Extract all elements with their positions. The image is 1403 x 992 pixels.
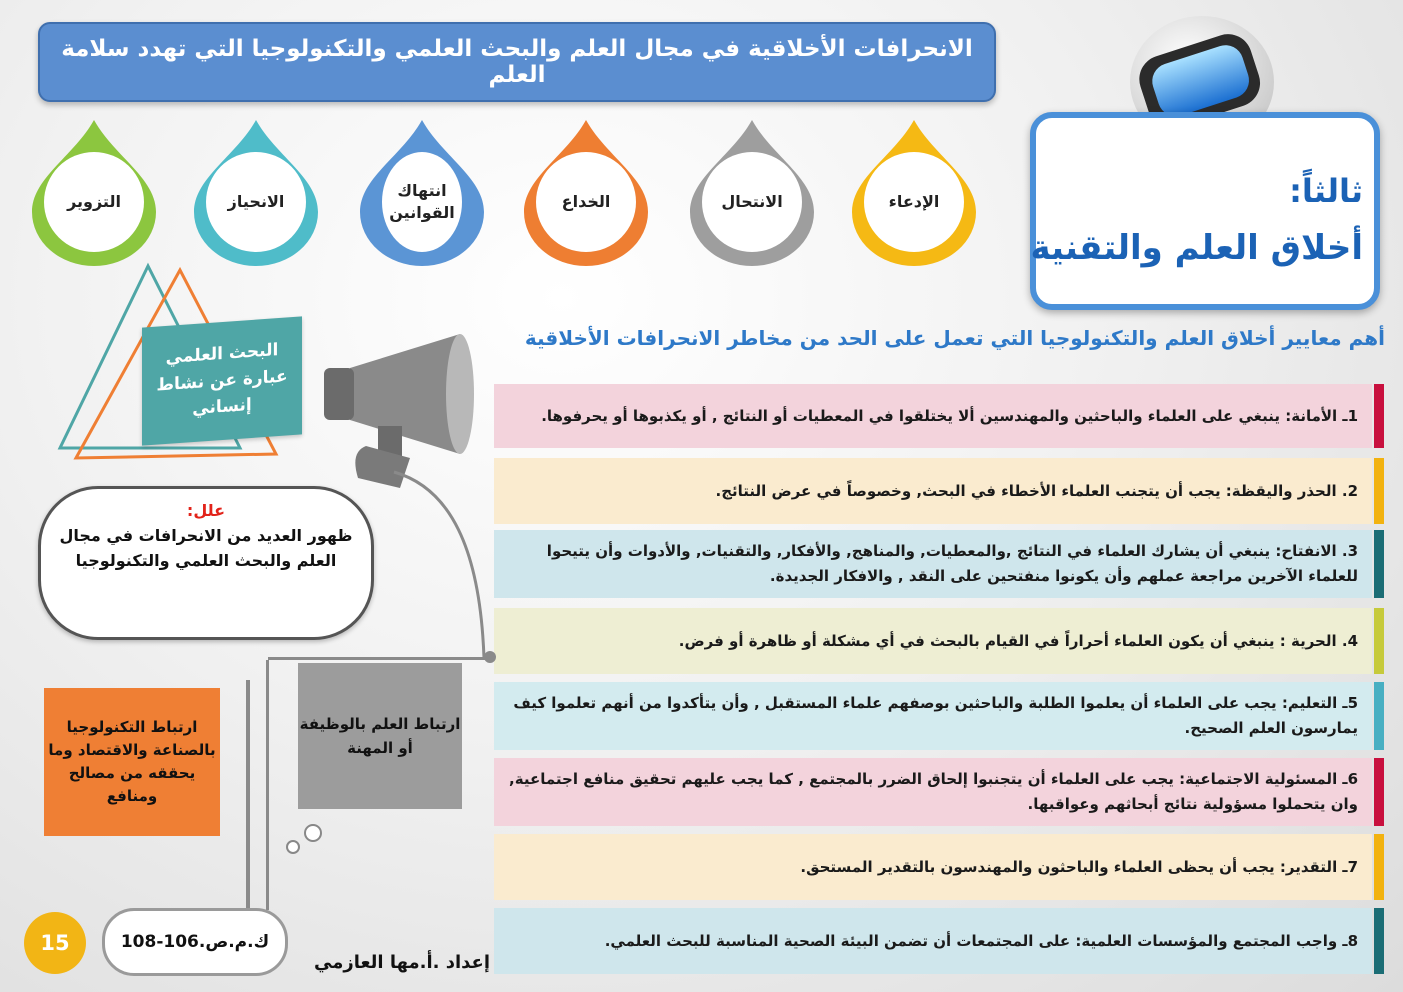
item-text: 7ـ التقدير: يجب أن يحظى العلماء والباحثون والمهندسون بالتقدير المستحق. xyxy=(800,857,1358,876)
reason-text: ظهور العديد من الانحرافات في مجال العلم والبحث العلمي والتكنولوجيا xyxy=(59,526,353,570)
drop-plagiarism xyxy=(686,116,818,266)
drop-label: الانحياز xyxy=(206,152,306,252)
drop-label: الخداع xyxy=(536,152,636,252)
item-accent-bar xyxy=(1374,682,1384,750)
item-accent-bar xyxy=(1374,384,1384,448)
drop-deception xyxy=(520,116,652,266)
reason-title: علل: xyxy=(186,501,226,520)
heading-box xyxy=(1030,112,1380,310)
title-banner xyxy=(38,22,996,102)
item-accent-bar xyxy=(1374,834,1384,900)
industry-flag-text: ارتباط التكنولوجيا بالصناعة والاقتصاد وما يحققه من مصالح ومنافع xyxy=(48,717,216,806)
research-box xyxy=(142,316,302,445)
item-text: 8ـ واجب المجتمع والمؤسسات العلمية: على المجتمعات أن تضمن البيئة الصحية المناسبة للبحث العلمي. xyxy=(604,931,1358,950)
flag-pole-top xyxy=(268,657,490,660)
drop-law-violation xyxy=(356,116,488,266)
list-item xyxy=(494,834,1372,900)
drop-label: الانتحال xyxy=(702,152,802,252)
bubble-dot xyxy=(286,840,300,854)
list-item xyxy=(494,758,1372,826)
list-item xyxy=(494,458,1372,524)
profession-flag-text: ارتباط العلم بالوظيفة أو المهنة xyxy=(299,715,461,757)
subtitle: أهم معايير أخلاق العلم والتكنولوجيا التي تعمل على الحد من مخاطر الانحرافات الأخلاقية xyxy=(524,326,1385,350)
heading-line-2: أخلاق العلم والتقنية xyxy=(1030,228,1363,268)
item-text: 6ـ المسئولية الاجتماعية: يجب على العلماء أن يتجنبوا إلحاق الضرر بالمجتمع , كما يجب عليهم تحقيق منافع اجتماعية, وان يتحملوا مسؤولية نتائج أبحاثهم وعواقبها. xyxy=(509,770,1358,813)
item-text: 1ـ الأمانة: ينبغي على العلماء والباحثين والمهندسين ألا يختلقوا في المعطيات أو النتائج , أو يكذبوها أو يحرفوها. xyxy=(541,406,1358,425)
pole-knob xyxy=(484,651,496,663)
item-text: 5ـ التعليم: يجب على العلماء أن يعلموا الطلبة والباحثين بوصفهم علماء المستقبل , وأن يتأكدوا من أنهم تعلموا كيف يمارسون العلم الصحيح. xyxy=(513,694,1358,737)
item-text: 2. الحذر واليقظة: يجب أن يتجنب العلماء الأخطاء في البحث, وخصوصاً في عرض النتائج. xyxy=(715,481,1358,500)
arrow-connector xyxy=(390,468,490,668)
banner-title: الانحرافات الأخلاقية في مجال العلم والبحث العلمي والتكنولوجيا التي تهدد سلامة العلم xyxy=(61,36,973,88)
page-number xyxy=(24,912,86,974)
drop-claim xyxy=(848,116,980,266)
drop-bias xyxy=(190,116,322,266)
item-accent-bar xyxy=(1374,758,1384,826)
reason-box xyxy=(38,486,374,640)
drop-forgery xyxy=(28,116,160,266)
bubble-dot xyxy=(304,824,322,842)
list-item xyxy=(494,682,1372,750)
list-item xyxy=(494,384,1372,448)
drop-label: التزوير xyxy=(44,152,144,252)
item-text: 4. الحرية : ينبغي أن يكون العلماء أحراراً في القيام بالبحث في أي مشكلة أو ظاهرة أو فرض. xyxy=(678,631,1358,650)
list-item xyxy=(494,608,1372,674)
flag-pole xyxy=(266,660,269,910)
heading-line-1: ثالثاً: xyxy=(1289,172,1363,210)
industry-flag xyxy=(44,688,220,836)
page-number-text: 15 xyxy=(40,931,70,955)
item-text: 3. الانفتاح: ينبغي أن يشارك العلماء في النتائج ,والمعطيات, والمناهج, والأفكار, والتقنيات, والأدوات وأن يتيحوا للعلماء الآخرين مراجعة عملهم وأن يكونوا منفتحين على النقد , والافكار الجديدة. xyxy=(546,542,1358,585)
profession-flag xyxy=(298,663,462,809)
reference-text: ك.م.ص.106-108 xyxy=(120,932,270,952)
author-credit: إعداد .أ.مها العازمي xyxy=(313,952,490,973)
reference-box xyxy=(102,908,288,976)
item-accent-bar xyxy=(1374,608,1384,674)
item-accent-bar xyxy=(1374,458,1384,524)
list-item xyxy=(494,908,1372,974)
drop-label: انتهاك القوانين xyxy=(382,152,462,252)
list-item xyxy=(494,530,1372,598)
item-accent-bar xyxy=(1374,530,1384,598)
research-box-text: البحث العلمي عبارة عن نشاط إنساني xyxy=(156,340,288,420)
drop-label: الإدعاء xyxy=(864,152,964,252)
item-accent-bar xyxy=(1374,908,1384,974)
